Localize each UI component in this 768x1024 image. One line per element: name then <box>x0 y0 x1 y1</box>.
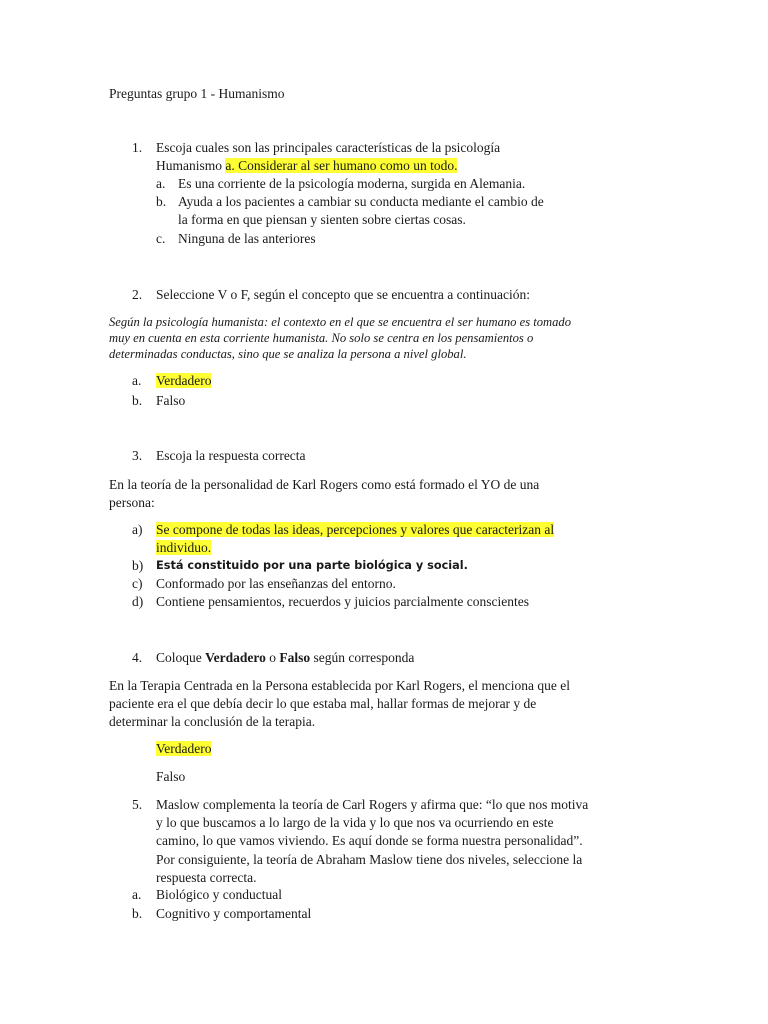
quote-line: determinadas conductas, sino que se analiza la persona a nivel global. <box>109 347 467 361</box>
option-letter: b. <box>132 906 143 921</box>
option-letter: a) <box>132 522 143 537</box>
question-text-line2: y lo que buscamos a lo largo de la vida y lo que nos va ocurriendo en este <box>156 815 554 830</box>
question-number: 3. <box>132 448 143 463</box>
question-stem: En la teoría de la personalidad de Karl Rogers como está formado el YO de una <box>109 477 540 492</box>
option-a-line2: individuo. <box>156 540 212 555</box>
option-letter: d) <box>132 594 144 609</box>
document-title: Preguntas grupo 1 - Humanismo <box>109 86 285 101</box>
option-a: Verdadero <box>156 373 212 388</box>
option-c: Conformado por las enseñanzas del entorno. <box>156 576 396 591</box>
option-b-line2: la forma en que piensan y sienten sobre ciertas cosas. <box>178 212 466 227</box>
option-letter: b) <box>132 558 144 573</box>
question-number: 2. <box>132 287 143 302</box>
question-text: Seleccione V o F, según el concepto que se encuentra a continuación: <box>156 287 531 302</box>
option-d: Contiene pensamientos, recuerdos y juicios parcialmente conscientes <box>156 594 530 609</box>
option-letter: a. <box>132 887 142 902</box>
question-text: Escoja la respuesta correcta <box>156 448 306 463</box>
option-a: Se compone de todas las ideas, percepciones y valores que caracterizan al <box>156 522 555 537</box>
option-letter: a. <box>156 176 166 191</box>
question-stem-line2: paciente era el que debía decir lo que estaba mal, hallar formas de mejorar y de <box>109 696 537 711</box>
question-text-line2: Humanismo a. Considerar al ser humano como un todo. <box>156 158 458 173</box>
question-text: Coloque Verdadero o Falso según corresponda <box>156 650 415 665</box>
highlighted-answer: a. Considerar al ser humano como un todo. <box>225 158 458 173</box>
question-text-line5: respuesta correcta. <box>156 870 257 885</box>
option-letter: c. <box>156 231 166 246</box>
option-letter: c) <box>132 576 143 591</box>
question-number: 4. <box>132 650 143 665</box>
option-letter: b. <box>132 393 143 408</box>
option-c: Ninguna de las anteriores <box>178 231 316 246</box>
question-text: Maslow complementa la teoría de Carl Rogers y afirma que: “lo que nos motiva <box>156 797 589 812</box>
question-stem: En la Terapia Centrada en la Persona establecida por Karl Rogers, el menciona que el <box>109 678 570 693</box>
option-b: Está constituido por una parte biológica y social. <box>156 559 468 572</box>
question-number: 5. <box>132 797 143 812</box>
option-true: Verdadero <box>156 741 212 756</box>
option-b: Cognitivo y comportamental <box>156 906 312 921</box>
question-text-line3: camino, lo que vamos viviendo. Es aquí donde se forma nuestra personalidad”. <box>156 833 583 848</box>
option-letter: a. <box>132 373 142 388</box>
question-text-line4: Por consiguiente, la teoría de Abraham Maslow tiene dos niveles, seleccione la <box>156 852 583 867</box>
option-a: Es una corriente de la psicología moderna, surgida en Alemania. <box>178 176 526 191</box>
option-a: Biológico y conductual <box>156 887 282 902</box>
option-b: Falso <box>156 393 186 408</box>
option-false: Falso <box>156 769 186 784</box>
quote-line: muy en cuenta en esta corriente humanista. No solo se centra en los pensamientos o <box>109 331 534 345</box>
question-stem-line2: persona: <box>109 495 155 510</box>
question-number: 1. <box>132 140 143 155</box>
question-text: Escoja cuales son las principales características de la psicología <box>156 140 501 155</box>
quote-line: Según la psicología humanista: el contexto en el que se encuentra el ser humano es tomado <box>109 315 572 329</box>
question-stem-line3: determinar la conclusión de la terapia. <box>109 714 316 729</box>
option-b: Ayuda a los pacientes a cambiar su conducta mediante el cambio de <box>178 194 544 209</box>
option-letter: b. <box>156 194 167 209</box>
